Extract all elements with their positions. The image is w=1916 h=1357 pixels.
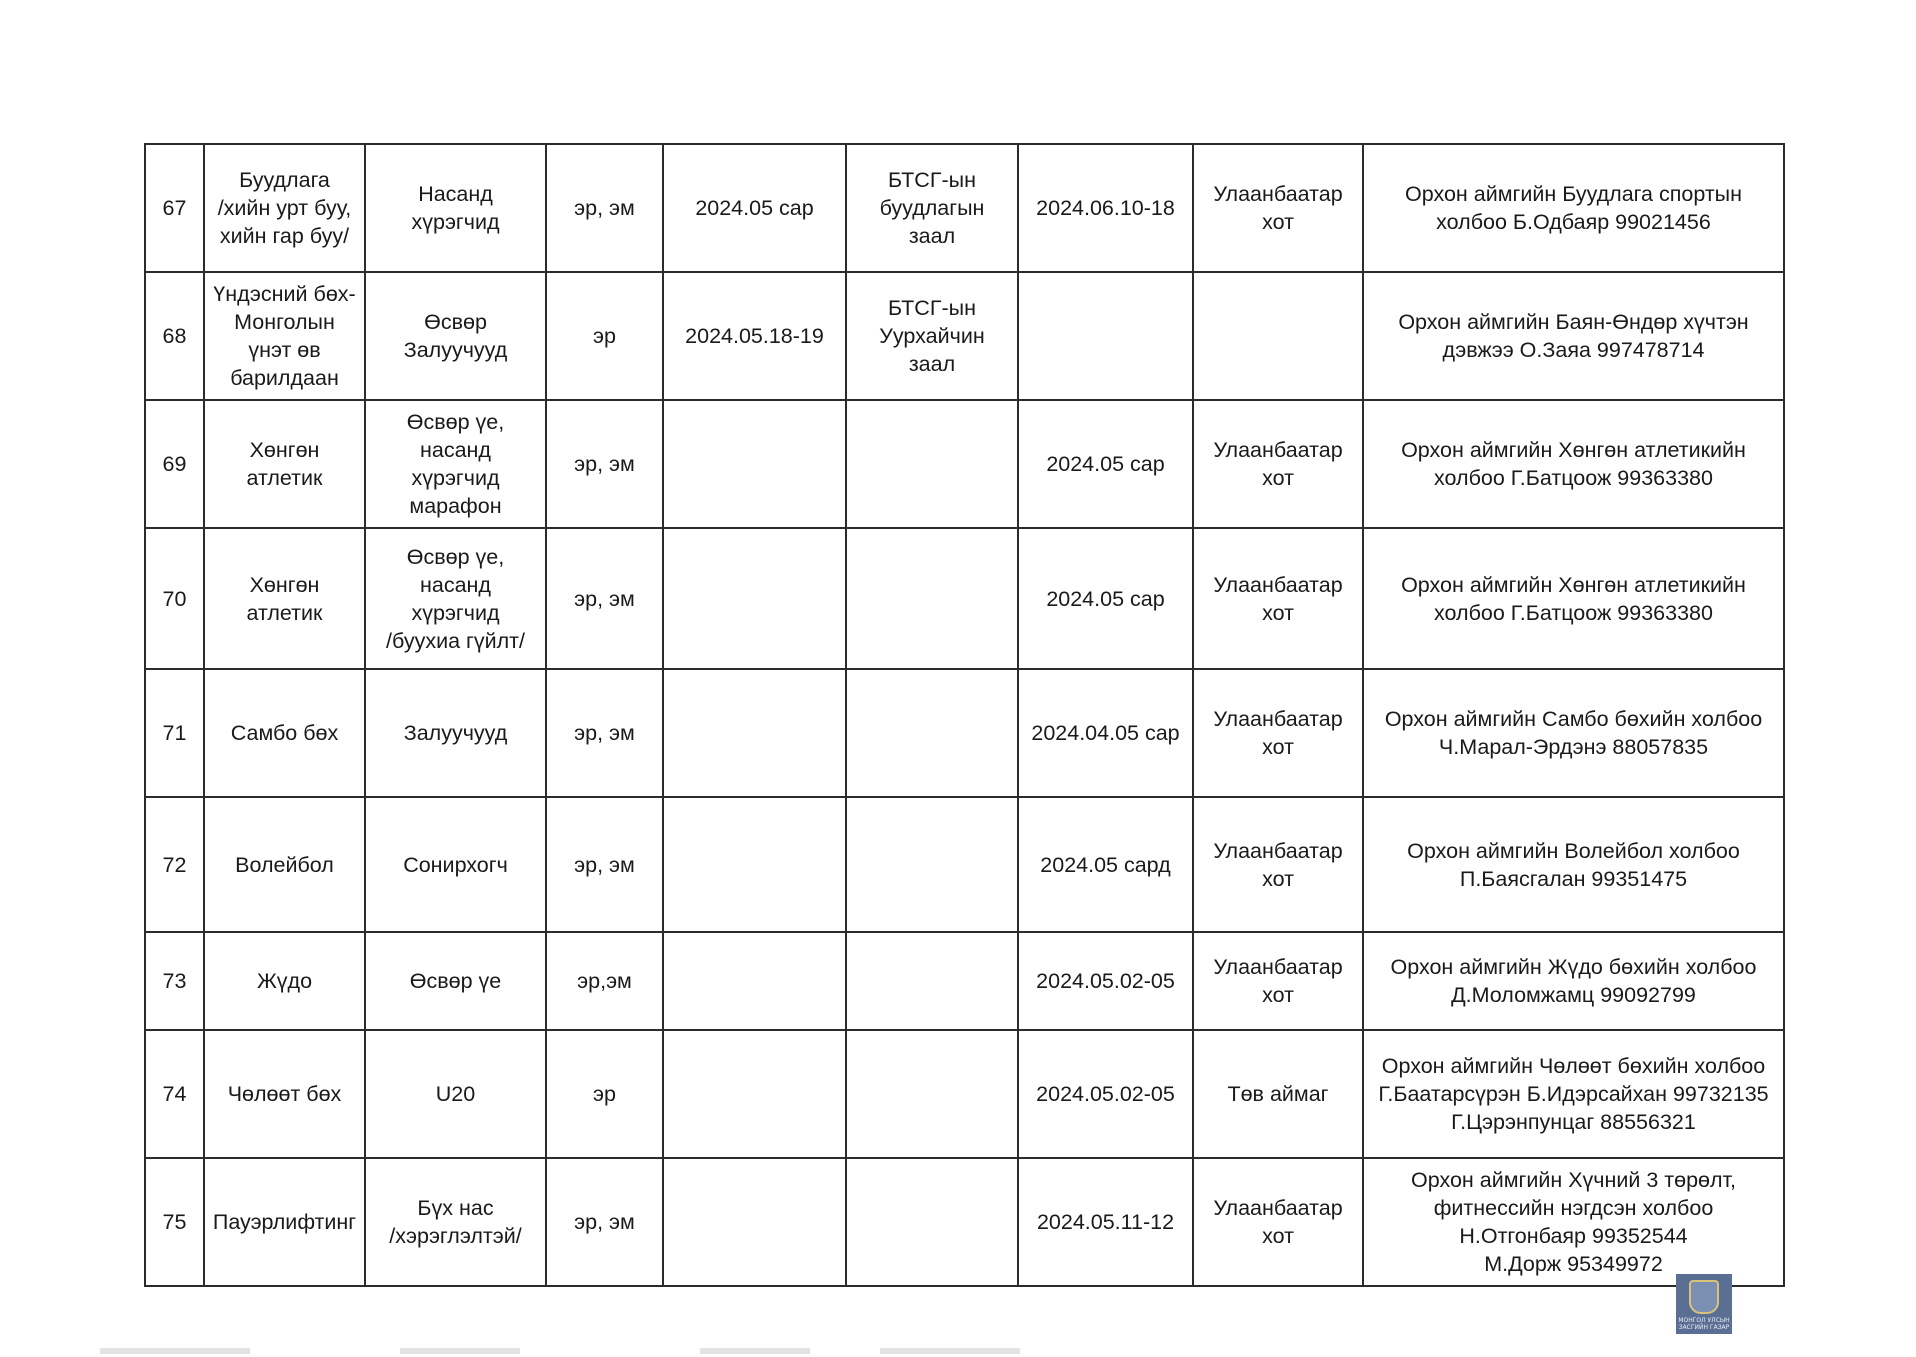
cell-category: Өсвөр үе, насанд хүрэгчид марафон (365, 400, 546, 528)
cell-location: Улаанбаатар хот (1193, 400, 1363, 528)
cell-venue (846, 1158, 1018, 1286)
cell-date (663, 1030, 846, 1158)
cell-gender: эр (546, 272, 663, 400)
cell-no: 75 (145, 1158, 204, 1286)
footer-mark (880, 1348, 1020, 1354)
cell-organizer: Орхон аймгийн Самбо бөхийн холбоо Ч.Марал-Эрдэнэ 88057835 (1363, 669, 1784, 797)
cell-date (663, 400, 846, 528)
cell-gender: эр,эм (546, 932, 663, 1030)
cell-category: U20 (365, 1030, 546, 1158)
cell-gender: эр, эм (546, 797, 663, 932)
cell-event-date: 2024.04.05 сар (1018, 669, 1193, 797)
cell-venue (846, 400, 1018, 528)
table-row (145, 272, 1784, 400)
footer-mark (400, 1348, 520, 1354)
cell-gender: эр, эм (546, 144, 663, 272)
cell-date (663, 669, 846, 797)
cell-date (663, 528, 846, 669)
cell-location: Улаанбаатар хот (1193, 1158, 1363, 1286)
cell-date (663, 797, 846, 932)
cell-sport: Үндэсний бөх- Монголын үнэт өв барилдаан (204, 272, 365, 400)
table-row (145, 1030, 1784, 1158)
cell-category: Өсвөр үе, насанд хүрэгчид /буухиа гүйлт/ (365, 528, 546, 669)
cell-event-date: 2024.05 сард (1018, 797, 1193, 932)
cell-category: Залуучууд (365, 669, 546, 797)
cell-sport: Чөлөөт бөх (204, 1030, 365, 1158)
cell-venue: БТСГ-ын буудлагын заал (846, 144, 1018, 272)
cell-location: Улаанбаатар хот (1193, 932, 1363, 1030)
cell-date: 2024.05.18-19 (663, 272, 846, 400)
scan-footer-marks (0, 1348, 1916, 1357)
cell-no: 69 (145, 400, 204, 528)
cell-location (1193, 272, 1363, 400)
cell-venue (846, 669, 1018, 797)
cell-location: Улаанбаатар хот (1193, 528, 1363, 669)
cell-sport: Буудлага /хийн урт буу, хийн гар буу/ (204, 144, 365, 272)
seal-text: МОНГОЛ УЛСЫН ЗАСГИЙН ГАЗАР (1678, 1317, 1730, 1331)
cell-venue (846, 797, 1018, 932)
cell-sport: Пауэрлифтинг (204, 1158, 365, 1286)
cell-sport: Волейбол (204, 797, 365, 932)
cell-venue: БТСГ-ын Уурхайчин заал (846, 272, 1018, 400)
cell-no: 70 (145, 528, 204, 669)
cell-category: Насанд хүрэгчид (365, 144, 546, 272)
cell-date (663, 1158, 846, 1286)
cell-organizer: Орхон аймгийн Хүчний 3 төрөлт, фитнессийн нэгдсэн холбоо Н.Отгонбаяр 99352544 М.Дорж 95349972 (1363, 1158, 1784, 1286)
cell-no: 72 (145, 797, 204, 932)
government-seal-logo (1676, 1274, 1732, 1334)
cell-event-date: 2024.05.02-05 (1018, 1030, 1193, 1158)
cell-no: 74 (145, 1030, 204, 1158)
cell-location: Улаанбаатар хот (1193, 144, 1363, 272)
cell-date: 2024.05 сар (663, 144, 846, 272)
table-row (145, 400, 1784, 528)
cell-category: Сонирхогч (365, 797, 546, 932)
cell-venue (846, 932, 1018, 1030)
table-row (145, 797, 1784, 932)
cell-event-date (1018, 272, 1193, 400)
cell-organizer: Орхон аймгийн Волейбол холбоо П.Баясгалан 99351475 (1363, 797, 1784, 932)
cell-no: 68 (145, 272, 204, 400)
cell-location: Төв аймаг (1193, 1030, 1363, 1158)
footer-mark (100, 1348, 250, 1354)
cell-sport: Хөнгөн атлетик (204, 528, 365, 669)
cell-organizer: Орхон аймгийн Чөлөөт бөхийн холбоо Г.Баатарсүрэн Б.Идэрсайхан 99732135 Г.Цэрэнпунцаг 88556321 (1363, 1030, 1784, 1158)
cell-venue (846, 1030, 1018, 1158)
cell-sport: Жүдо (204, 932, 365, 1030)
cell-organizer: Орхон аймгийн Буудлага спортын холбоо Б.Одбаяр 99021456 (1363, 144, 1784, 272)
soyombo-emblem-icon (1689, 1280, 1719, 1314)
cell-category: Өсвөр үе (365, 932, 546, 1030)
cell-event-date: 2024.05.02-05 (1018, 932, 1193, 1030)
cell-location: Улаанбаатар хот (1193, 797, 1363, 932)
table-body (145, 144, 1784, 1286)
cell-gender: эр, эм (546, 528, 663, 669)
cell-gender: эр (546, 1030, 663, 1158)
cell-no: 73 (145, 932, 204, 1030)
table-row (145, 528, 1784, 669)
cell-sport: Хөнгөн атлетик (204, 400, 365, 528)
cell-date (663, 932, 846, 1030)
cell-location: Улаанбаатар хот (1193, 669, 1363, 797)
cell-gender: эр, эм (546, 1158, 663, 1286)
cell-category: Өсвөр Залуучууд (365, 272, 546, 400)
event-schedule-table (144, 143, 1785, 1287)
footer-mark (700, 1348, 810, 1354)
cell-category: Бүх нас /хэрэглэлтэй/ (365, 1158, 546, 1286)
cell-event-date: 2024.05 сар (1018, 400, 1193, 528)
cell-gender: эр, эм (546, 669, 663, 797)
table-row (145, 144, 1784, 272)
cell-venue (846, 528, 1018, 669)
cell-no: 67 (145, 144, 204, 272)
cell-organizer: Орхон аймгийн Жүдо бөхийн холбоо Д.Моломжамц 99092799 (1363, 932, 1784, 1030)
cell-event-date: 2024.05 сар (1018, 528, 1193, 669)
table-row (145, 932, 1784, 1030)
cell-event-date: 2024.06.10-18 (1018, 144, 1193, 272)
cell-gender: эр, эм (546, 400, 663, 528)
cell-sport: Самбо бөх (204, 669, 365, 797)
cell-organizer: Орхон аймгийн Хөнгөн атлетикийн холбоо Г.Батцоож 99363380 (1363, 400, 1784, 528)
cell-no: 71 (145, 669, 204, 797)
table-row (145, 1158, 1784, 1286)
cell-organizer: Орхон аймгийн Хөнгөн атлетикийн холбоо Г.Батцоож 99363380 (1363, 528, 1784, 669)
table-row (145, 669, 1784, 797)
cell-organizer: Орхон аймгийн Баян-Өндөр хүчтэн дэвжээ О.Заяа 997478714 (1363, 272, 1784, 400)
cell-event-date: 2024.05.11-12 (1018, 1158, 1193, 1286)
